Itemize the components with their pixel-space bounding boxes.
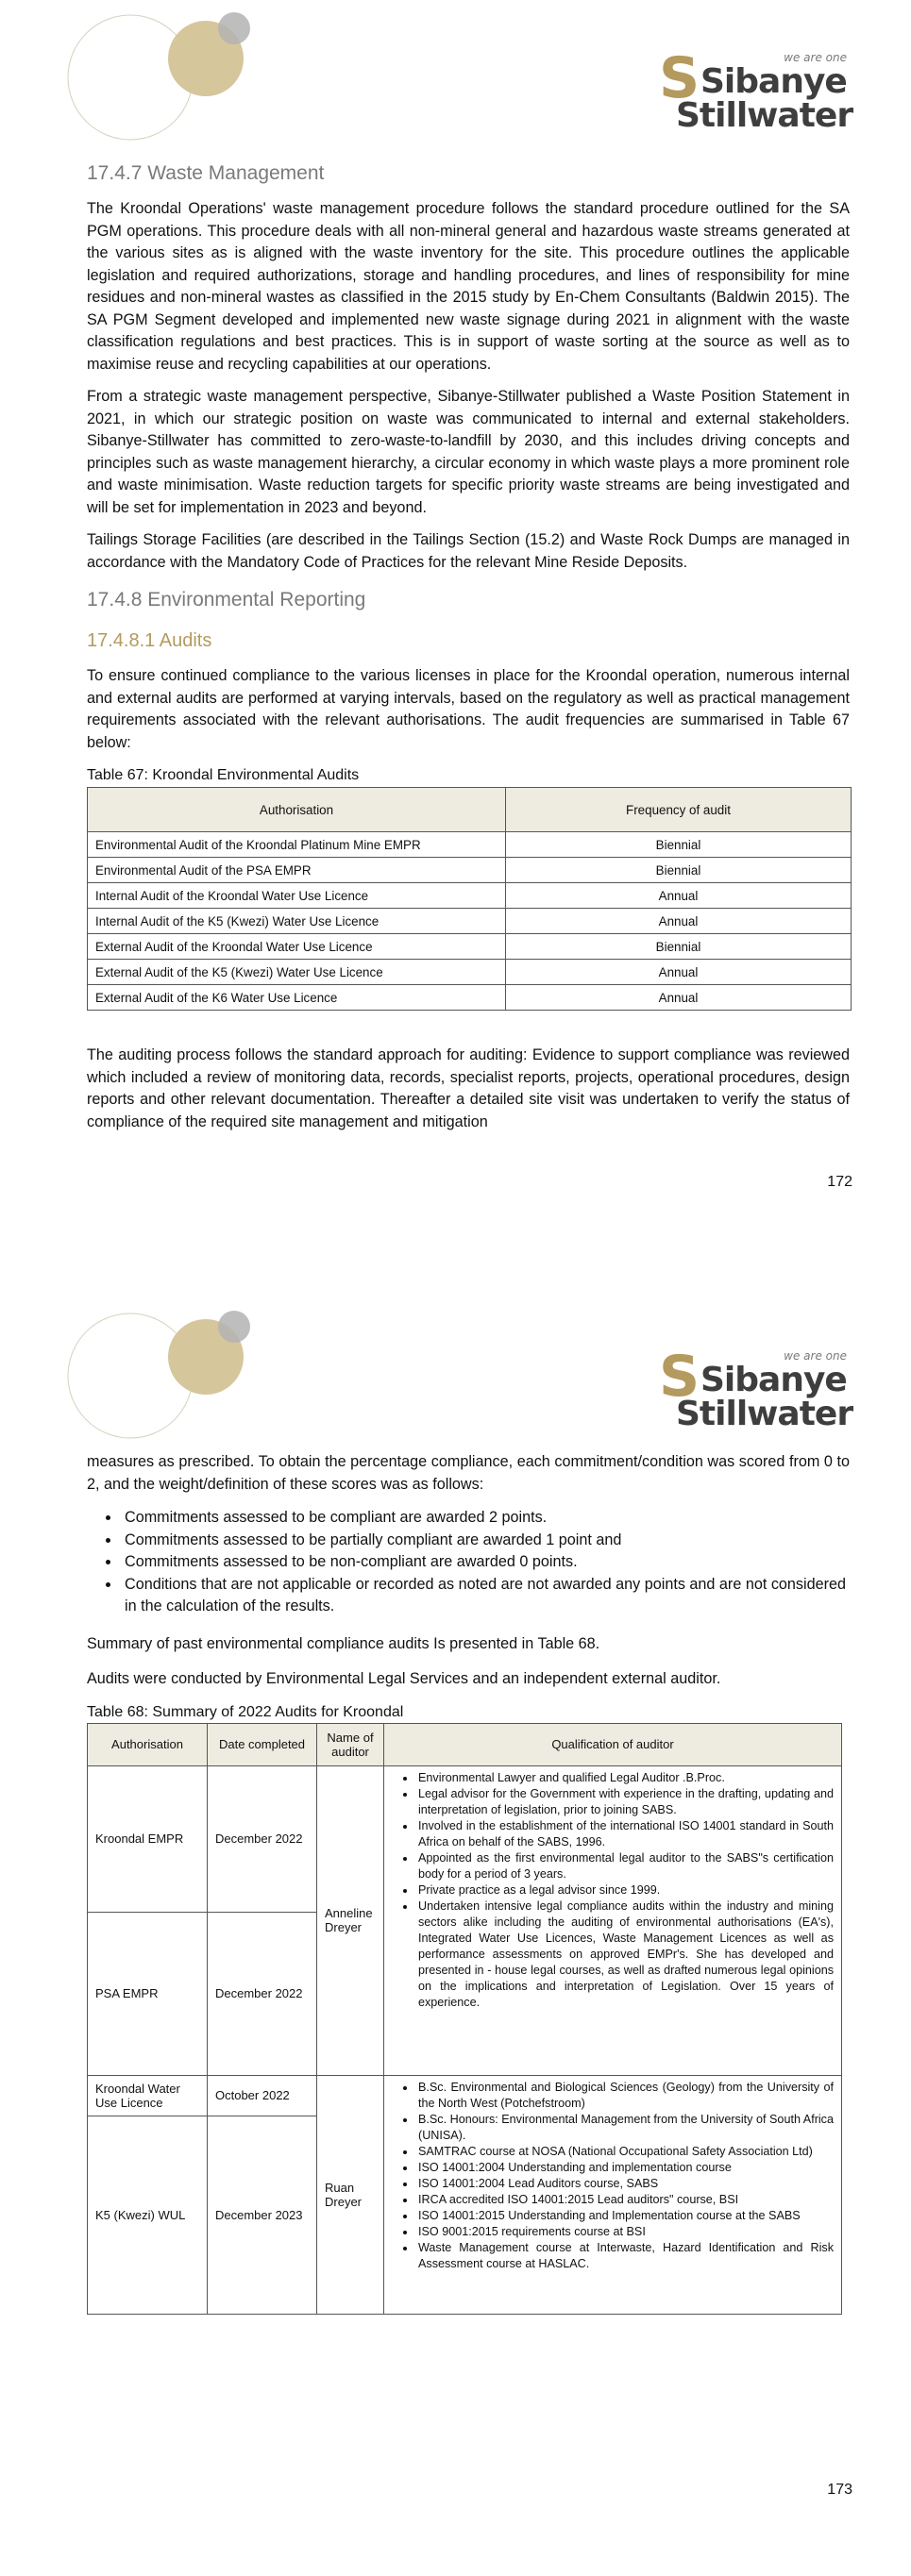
list-item: • Commitments assessed to be non-compliant are awarded 0 points. bbox=[121, 1551, 850, 1574]
section-heading-environmental-reporting: 17.4.8 Environmental Reporting bbox=[87, 589, 366, 611]
column-header: Authorisation bbox=[88, 1723, 208, 1765]
table-row: Environmental Audit of the PSA EMPR Biennial bbox=[88, 858, 852, 883]
table-row: K5 (Kwezi) WUL December 2023 bbox=[88, 2116, 842, 2314]
audit-frequency-table bbox=[87, 787, 852, 1011]
paragraph: The Kroondal Operations' waste management procedure follows the standard procedure outlined for the SA PGM operations. This procedure deals with all non-mineral general and hazardous waste streams generated at the various sites as is aligned with the waste inventory for the site. This procedure outlines the applicable legislation and required authorizations, storage and handling procedures, and lines of responsibility for mine residues and non-mineral wastes as classified in the 2015 study by En-Chem Consultants (Baldwin 2015). The SA PGM Segment developed and implemented new waste signage during 2021 in alignment with the waste classification regulations and best practices. This is in support of waste sorting at the source as well as to maximise reuse and recycling capabilities at our operations. bbox=[87, 200, 850, 373]
table-caption: Table 67: Kroondal Environmental Audits bbox=[87, 767, 360, 783]
paragraph: To ensure continued compliance to the various licenses in place for the Kroondal operation, numerous internal and external audits are performed at varying intervals, based on the regulatory as well as practical management requirements associated with the relevant authorisations. The audit frequencies are summarised in Table 67 below: bbox=[87, 667, 850, 751]
paragraph: From a strategic waste management perspective, Sibanye-Stillwater published a Waste Position Statement in 2021, in which our strategic position on waste was communicated to internal and external stakeholders. Sibanye-Stillwater has committed to zero-waste-to-landfill by 2030, and this includes driving concepts and principles such as waste management hierarchy, a circular economy in which waste plays a more prominent role and waste minimisation. Waste reduction targets for specific priority waste streams are being investigated and will be set for implementation in 2023 and beyond. bbox=[87, 388, 850, 516]
scoring-bullet-list bbox=[87, 1507, 850, 1618]
header-decoration-circles bbox=[61, 11, 269, 143]
table-row: Internal Audit of the K5 (Kwezi) Water Use Licence Annual bbox=[88, 909, 852, 934]
table-row: PSA EMPR December 2022 bbox=[88, 1912, 842, 2075]
column-header: Name of auditor bbox=[317, 1723, 384, 1765]
column-header: Qualification of auditor bbox=[384, 1723, 842, 1765]
column-header: Date completed bbox=[208, 1723, 317, 1765]
qualification-cell: • Environmental Lawyer and qualified Legal Auditor .B.Proc. • Legal advisor for the Government with experience in the drafting, updating and interpretation of legislation, prior to joining SABS. • Involved in the establishment of the international ISO 14001 standard in South Africa on behalf of the SABS, 1996. • Appointed as the first environmental legal auditor to the SABS"s certification body for a period of 3 years. • Private practice as a legal advisor since 1999. • Undertaken intensive legal compliance audits within the industry and mining sectors alike including the auditing of environmental authorisations (EA's), Integrated Water Use Licences, Waste Management Licences as well as performance assessments on approved EMPr's. She has developed and presented in - house legal courses, as well as drafted numerous legal opinions on the implications and interpretation of Legislation. Over 15 years of experience. bbox=[384, 1765, 842, 2075]
auditor-name: Ruan Dreyer bbox=[317, 2075, 384, 2314]
auditor-name: Anneline Dreyer bbox=[317, 1765, 384, 2075]
list-item: • Commitments assessed to be partially compliant are awarded 1 point and bbox=[121, 1530, 850, 1552]
audit-summary-table bbox=[87, 1723, 842, 2315]
column-header: Frequency of audit bbox=[506, 788, 852, 832]
company-logo: we are one S Sibanye Stillwater bbox=[659, 45, 853, 135]
company-logo: we are one S Sibanye Stillwater bbox=[659, 1344, 853, 1433]
subsection-heading-audits: 17.4.8.1 Audits bbox=[87, 630, 212, 651]
list-item: • Commitments assessed to be compliant are awarded 2 points. bbox=[121, 1507, 850, 1530]
table-row: Kroondal Water Use Licence October 2022 Ruan Dreyer • B.Sc. Environmental and Biological Sciences (Geology) from the University of the North West (Potchefstroom) • B.Sc. Honours: Environmental Management from the University of South Africa (UNISA). • SAMTRAC course at NOSA (National Occupational Safety Association Ltd) • ISO 14001:2004 Understanding and implementation course • ISO 14001:2004 Lead Auditors course, SABS • IRCA accredited ISO 14001:2015 Lead auditors" course, BSI • ISO 14001:2015 Understanding and Implementation course at the SABS • ISO 9001:2015 requirements course at BSI • Waste Management course at Interwaste, Hazard Identification and Risk Assessment course at HASLAC. bbox=[88, 2075, 842, 2116]
qualification-cell: • B.Sc. Environmental and Biological Sciences (Geology) from the University of the North West (Potchefstroom) • B.Sc. Honours: Environmental Management from the University of South Africa (UNISA). • SAMTRAC course at NOSA (National Occupational Safety Association Ltd) • ISO 14001:2004 Understanding and implementation course • ISO 14001:2004 Lead Auditors course, SABS • IRCA accredited ISO 14001:2015 Lead auditors" course, BSI • ISO 14001:2015 Understanding and Implementation course at the SABS • ISO 9001:2015 requirements course at BSI • Waste Management course at Interwaste, Hazard Identification and Risk Assessment course at HASLAC. bbox=[384, 2075, 842, 2314]
paragraph: measures as prescribed. To obtain the percentage compliance, each commitment/condition was scored from 0 to 2, and the weight/definition of these scores was as follows: bbox=[87, 1453, 850, 1493]
page-173 bbox=[0, 1283, 911, 2576]
table-row: External Audit of the K5 (Kwezi) Water Use Licence Annual bbox=[88, 960, 852, 985]
header-decoration-circles bbox=[61, 1310, 269, 1442]
page-172 bbox=[0, 0, 911, 1283]
table-row: Environmental Audit of the Kroondal Platinum Mine EMPR Biennial bbox=[88, 832, 852, 858]
paragraph: Summary of past environmental compliance audits Is presented in Table 68. bbox=[87, 1634, 600, 1652]
page-number: 172 bbox=[827, 1174, 852, 1190]
column-header: Authorisation bbox=[88, 788, 506, 832]
page-number: 173 bbox=[827, 2482, 852, 2498]
table-row: Internal Audit of the Kroondal Water Use Licence Annual bbox=[88, 883, 852, 909]
paragraph: Tailings Storage Facilities (are described in the Tailings Section (15.2) and Waste Rock Dumps are managed in accordance with the Mandatory Code of Practices for the relevant Mine Reside Deposits. bbox=[87, 531, 850, 571]
table-row: External Audit of the Kroondal Water Use Licence Biennial bbox=[88, 934, 852, 960]
paragraph: The auditing process follows the standard approach for auditing: Evidence to support compliance was reviewed which included a review of monitoring data, records, specialist reports, projects, operational procedures, design reports and other relevant documentation. Thereafter a detailed site visit was undertaken to verify the status of compliance of the required site management and mitigation bbox=[87, 1046, 850, 1130]
table-caption: Table 68: Summary of 2022 Audits for Kroondal bbox=[87, 1703, 404, 1720]
section-heading-waste-management: 17.4.7 Waste Management bbox=[87, 162, 325, 184]
list-item: • Conditions that are not applicable or recorded as noted are not awarded any points and are not considered in the calculation of the results. bbox=[121, 1574, 850, 1618]
table-row: External Audit of the K6 Water Use Licence Annual bbox=[88, 985, 852, 1011]
table-row: Kroondal EMPR December 2022 Anneline Dreyer • Environmental Lawyer and qualified Legal Auditor .B.Proc. • Legal advisor for the Government with experience in the drafting, updating and interpretation of legislation, prior to joining SABS. • Involved in the establishment of the international ISO 14001 standard in South Africa on behalf of the SABS, 1996. • Appointed as the first environmental legal auditor to the SABS"s certification body for a period of 3 years. • Private practice as a legal advisor since 1999. • Undertaken intensive legal compliance audits within the industry and mining sectors alike including the auditing of environmental authorisations (EA's), Integrated Water Use Licences, Waste Management Licences as well as performance assessments on approved EMPr's. She has developed and presented in - house legal courses, as well as drafted numerous legal opinions on the implications and interpretation of Legislation. Over 15 years of experience. bbox=[88, 1765, 842, 1912]
paragraph: Audits were conducted by Environmental Legal Services and an independent external auditor. bbox=[87, 1670, 721, 1687]
